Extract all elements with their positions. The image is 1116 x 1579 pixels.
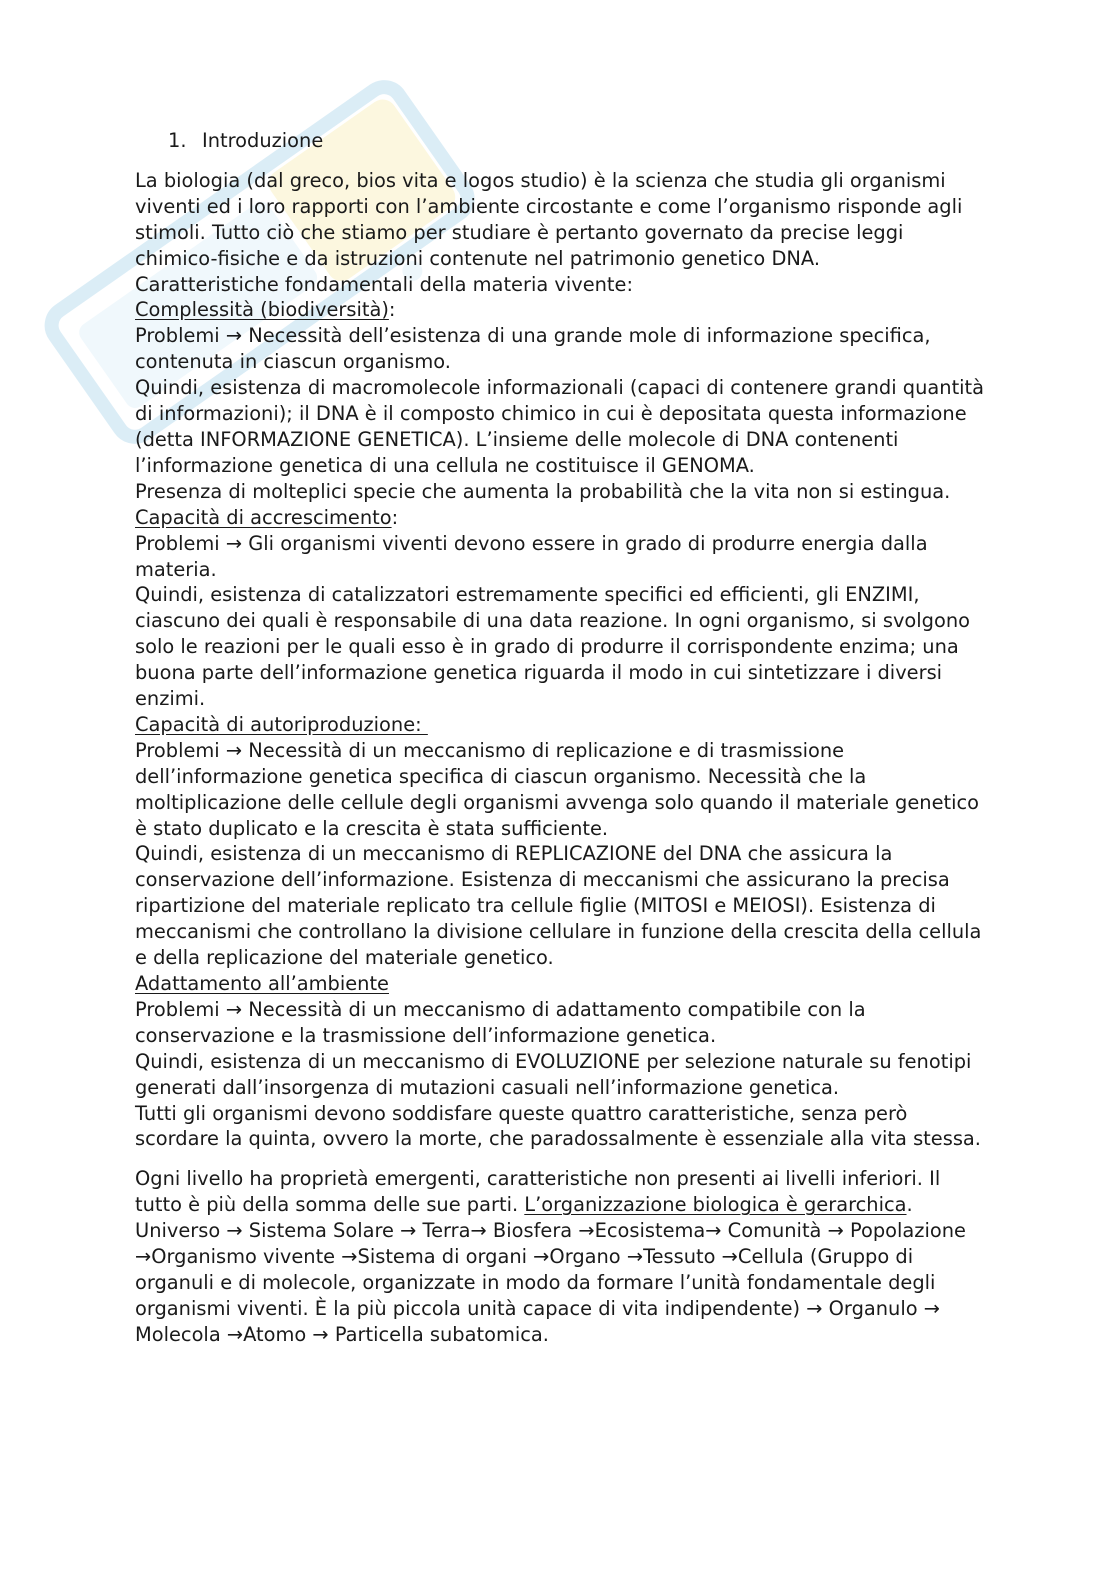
- characteristic-title: Adattamento all’ambiente: [135, 972, 389, 995]
- characteristic-heading: [135, 971, 985, 997]
- paragraph: Problemi → Necessità di un meccanismo di replicazione e di trasmissione dell’informazione genetica specifica di ciascun organismo. Necessità che la moltiplicazione delle cellule degli organismi avvenga solo quando il materiale genetico è stato duplicato e la crescita è stata sufficiente.: [135, 738, 980, 840]
- characteristic-title-suffix: :: [391, 505, 399, 529]
- paragraph: Quindi, esistenza di un meccanismo di EVOLUZIONE per selezione naturale su fenotipi generati dall’insorgenza di mutazioni casuali nell’informazione genetica.: [135, 1049, 972, 1099]
- characteristic-heading: [135, 297, 985, 323]
- characteristic-heading: [135, 505, 985, 531]
- paragraph: Problemi → Necessità dell’esistenza di una grande mole di informazione specifica, contenuta in ciascun organismo.: [135, 324, 931, 374]
- paragraph: Problemi → Necessità di un meccanismo di adattamento compatibile con la conservazione e la trasmissione dell’informazione genetica.: [135, 997, 866, 1047]
- paragraph: Tutti gli organismi devono soddisfare queste quattro caratteristiche, senza però scordare la quinta, ovvero la morte, che paradossalmente è essenziale alla vita stessa.: [135, 1101, 981, 1151]
- section-title: Introduzione: [202, 129, 324, 152]
- characteristic-title: Capacità di accrescimento: [135, 505, 392, 529]
- characteristic-heading: [135, 712, 985, 738]
- characteristic-title-suffix: :: [388, 298, 396, 322]
- section-number: 1.: [168, 129, 187, 152]
- paragraph: Quindi, esistenza di macromolecole informazionali (capaci di contenere grandi quantità di informazioni); il DNA è il composto chimico in cui è depositata questa informazione (detta INFORMAZIONE GENETICA). L’insieme delle molecole di DNA contenenti l’informazione genetica di una cellula ne costituisce il GENOMA.: [135, 376, 985, 477]
- paragraph: Quindi, esistenza di un meccanismo di REPLICAZIONE del DNA che assicura la conservazione dell’informazione. Esistenza di meccanismi che assicurano la precisa ripartizione del materiale replicato tra cellule figlie (MITOSI e MEIOSI). Esistenza di meccanismi che controllano la divisione cellulare in funzione della crescita della cellula e della replicazione del materiale genetico.: [135, 842, 982, 970]
- paragraph: Presenza di molteplici specie che aumenta la probabilità che la vita non si estingua.: [135, 479, 951, 503]
- characteristic-title: Complessità (biodiversità): [135, 298, 389, 322]
- intro-lead: Caratteristiche fondamentali della materia vivente:: [135, 272, 634, 296]
- intro-paragraph: La biologia (dal greco, bios vita e logos studio) è la scienza che studia gli organismi viventi ed i loro rapporti con l’ambiente circostante e come l’organismo risponde agli stimoli. Tutto ciò che stiamo per studiare è pertanto governato da precise leggi chimico-fisiche e da istruzioni contenute nel patrimonio genetico DNA.: [135, 168, 963, 270]
- closing-underlined-text: L’organizzazione biologica è gerarchica: [524, 1193, 907, 1217]
- paragraph: Problemi → Gli organismi viventi devono essere in grado di produrre energia dalla materia.: [135, 531, 928, 581]
- closing-period: .: [906, 1193, 913, 1217]
- paragraph-spacer: [135, 1152, 985, 1166]
- document-body: [135, 128, 985, 1348]
- paragraph: Quindi, esistenza di catalizzatori estremamente specifici ed efficienti, gli ENZIMI, ciascuno dei quali è responsabile di una data reazione. In ogni organismo, si svolgono solo le reazioni per le quali esso è in grado di produrre il corrispondente enzima; una buona parte dell’informazione genetica riguarda il modo in cui sintetizzare i diversi enzimi.: [135, 583, 970, 711]
- section-heading: [135, 128, 985, 154]
- hierarchy-paragraph: Universo → Sistema Solare → Terra→ Biosfera →Ecosistema→ Comunità → Popolazione →Organismo vivente →Sistema di organi →Organo →Tessuto →Cellula (Gruppo di organuli e di molecole, organizzate in modo da formare l’unità fondamentale degli organismi viventi. È la più piccola unità capace di vita indipendente) → Organulo → Molecola →Atomo → Particella subatomica.: [135, 1219, 966, 1346]
- closing-paragraph: [135, 1166, 985, 1218]
- closing-text: Ogni livello ha proprietà emergenti, caratteristiche non presenti ai livelli inferiori. Il tutto è più della somma delle sue parti.: [135, 1167, 941, 1217]
- characteristic-title: Capacità di autoriproduzione:: [135, 712, 428, 736]
